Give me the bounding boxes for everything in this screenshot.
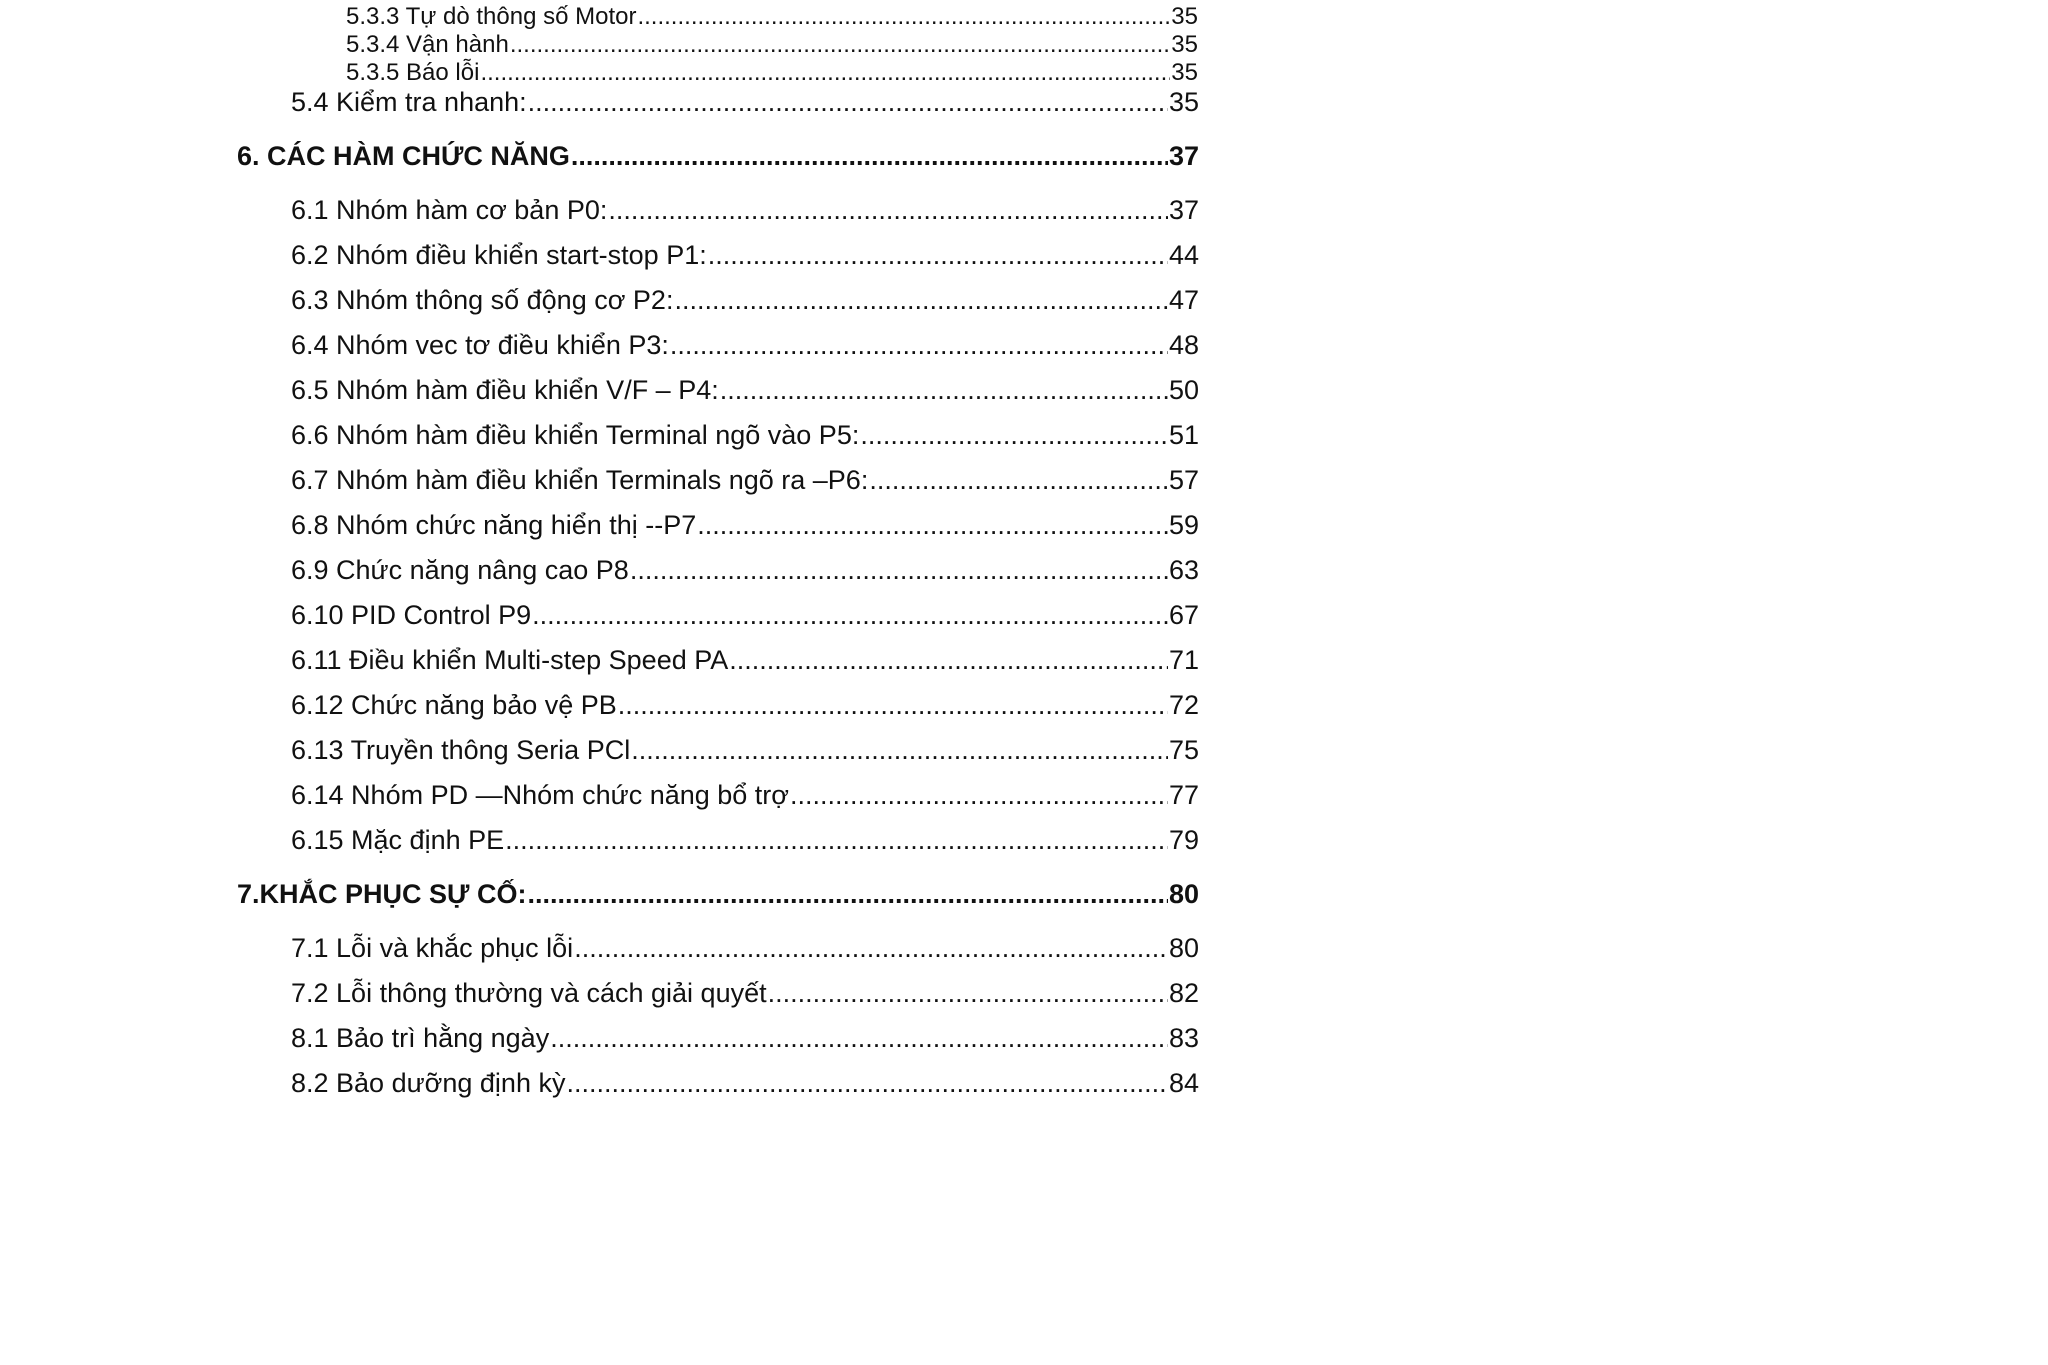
dot-leader (480, 61, 1170, 85)
toc-entry[interactable] (291, 512, 1199, 539)
toc-entry-title: 6.12 Chức năng bảo vệ PB (291, 690, 617, 720)
dot-leader (697, 512, 1168, 539)
toc-entry-page: 35 (1171, 31, 1198, 58)
toc-entry[interactable] (291, 89, 1199, 116)
toc-entry[interactable] (291, 197, 1199, 224)
toc-entry[interactable] (346, 61, 1198, 85)
toc-entry-title: 6.6 Nhóm hàm điều khiển Terminal ngõ vào P5: (291, 420, 860, 450)
toc-entry-page: 63 (1168, 555, 1199, 585)
toc-entry-page: 44 (1168, 240, 1199, 270)
toc-entry-title: 6.11 Điều khiển Multi-step Speed PA (291, 645, 729, 675)
toc-entry-title: 6.15 Mặc định PE (291, 825, 505, 855)
toc-entry[interactable] (291, 647, 1199, 674)
toc-entry-page: 80 (1168, 879, 1199, 909)
toc-entry-title: 8.2 Bảo dưỡng định kỳ (291, 1068, 566, 1098)
toc-entry-page: 80 (1168, 933, 1199, 963)
toc-entry-page: 57 (1168, 465, 1199, 495)
toc-entry-page: 79 (1168, 825, 1199, 855)
dot-leader (630, 557, 1168, 584)
dot-leader (505, 827, 1168, 854)
toc-entry-title: 6.10 PID Control P9 (291, 600, 532, 630)
toc-entry-page: 72 (1168, 690, 1199, 720)
toc-entry-page: 37 (1168, 141, 1199, 171)
toc-entry-title: 7.1 Lỗi và khắc phục lỗi (291, 933, 574, 963)
dot-leader (528, 89, 1168, 116)
dot-leader (790, 782, 1168, 809)
toc-entry-title: 6.8 Nhóm chức năng hiển thị --P7 (291, 510, 697, 540)
toc-entry[interactable] (291, 935, 1199, 962)
toc-entry-title: 6.3 Nhóm thông số động cơ P2: (291, 285, 674, 315)
toc-entry[interactable] (291, 980, 1199, 1007)
toc-entry-title: 6.5 Nhóm hàm điều khiển V/F – P4: (291, 375, 719, 405)
toc-chapter-entry[interactable] (237, 881, 1199, 908)
toc-entry-title: 8.1 Bảo trì hằng ngày (291, 1023, 550, 1053)
dot-leader (674, 287, 1168, 314)
toc-entry[interactable] (291, 467, 1199, 494)
toc-entry-title: 6.1 Nhóm hàm cơ bản P0: (291, 195, 608, 225)
toc-entry-page: 84 (1168, 1068, 1199, 1098)
toc-entry-title: 6.14 Nhóm PD —Nhóm chức năng bổ trợ (291, 780, 789, 810)
toc-entry[interactable] (291, 1025, 1199, 1052)
toc-entry[interactable] (291, 377, 1199, 404)
dot-leader (720, 377, 1168, 404)
toc-entry[interactable] (291, 1070, 1199, 1097)
toc-entry-title: 5.3.4 Vận hành (346, 31, 509, 58)
toc-entry-title: 5.3.3 Tự dò thông số Motor (346, 3, 637, 30)
dot-leader (550, 1025, 1168, 1052)
toc-entry-page: 50 (1168, 375, 1199, 405)
toc-entry[interactable] (291, 602, 1199, 629)
dot-leader (510, 33, 1170, 57)
dot-leader (532, 602, 1168, 629)
toc-chapter-entry[interactable] (237, 143, 1199, 170)
toc-entry-title: 6.13 Truyền thông Seria PCl (291, 735, 631, 765)
toc-entry-title: 6.9 Chức năng nâng cao P8 (291, 555, 629, 585)
toc-entry[interactable] (291, 242, 1199, 269)
toc-entry-title: 6.2 Nhóm điều khiển start-stop P1: (291, 240, 707, 270)
dot-leader (571, 143, 1168, 170)
toc-entry-title: 5.4 Kiểm tra nhanh: (291, 87, 527, 117)
toc-entry[interactable] (291, 332, 1199, 359)
toc-entry-page: 47 (1168, 285, 1199, 315)
toc-chapter-number: 7. (237, 879, 260, 909)
toc-entry-page: 37 (1168, 195, 1199, 225)
toc-entry-title: 6.7 Nhóm hàm điều khiển Terminals ngõ ra –P6: (291, 465, 869, 495)
dot-leader (527, 881, 1168, 908)
toc-entry-page: 48 (1168, 330, 1199, 360)
toc-chapter-title: KHẮC PHỤC SỰ CỐ: (259, 879, 527, 909)
toc-entry-page: 59 (1168, 510, 1199, 540)
dot-leader (574, 935, 1168, 962)
dot-leader (618, 692, 1168, 719)
dot-leader (860, 422, 1168, 449)
toc-entry[interactable] (291, 287, 1199, 314)
toc-entry-page: 51 (1168, 420, 1199, 450)
toc-entry-title: 5.3.5 Báo lỗi (346, 59, 480, 86)
toc-entry-page: 35 (1171, 3, 1198, 30)
toc-entry-page: 77 (1168, 780, 1199, 810)
toc-entry-page: 82 (1168, 978, 1199, 1008)
toc-entry[interactable] (346, 33, 1198, 57)
toc-entry[interactable] (291, 557, 1199, 584)
toc-entry[interactable] (291, 782, 1199, 809)
dot-leader (608, 197, 1168, 224)
toc-entry[interactable] (346, 5, 1198, 29)
toc-entry[interactable] (291, 692, 1199, 719)
toc-chapter-title: 6. CÁC HÀM CHỨC NĂNG (237, 141, 570, 171)
dot-leader (768, 980, 1168, 1007)
dot-leader (708, 242, 1168, 269)
toc-entry-page: 75 (1168, 735, 1199, 765)
toc-entry-page: 71 (1168, 645, 1199, 675)
toc-entry-page: 35 (1171, 59, 1198, 86)
dot-leader (729, 647, 1168, 674)
dot-leader (637, 5, 1170, 29)
toc-entry-title: 7.2 Lỗi thông thường và cách giải quyết (291, 978, 767, 1008)
toc-entry[interactable] (291, 827, 1199, 854)
toc-entry-page: 67 (1168, 600, 1199, 630)
dot-leader (670, 332, 1168, 359)
toc-entry-page: 83 (1168, 1023, 1199, 1053)
toc-entry-page: 35 (1168, 87, 1199, 117)
dot-leader (566, 1070, 1167, 1097)
dot-leader (631, 737, 1168, 764)
toc-entry[interactable] (291, 737, 1199, 764)
toc-entry[interactable] (291, 422, 1199, 449)
dot-leader (869, 467, 1168, 494)
toc-entry-title: 6.4 Nhóm vec tơ điều khiển P3: (291, 330, 669, 360)
